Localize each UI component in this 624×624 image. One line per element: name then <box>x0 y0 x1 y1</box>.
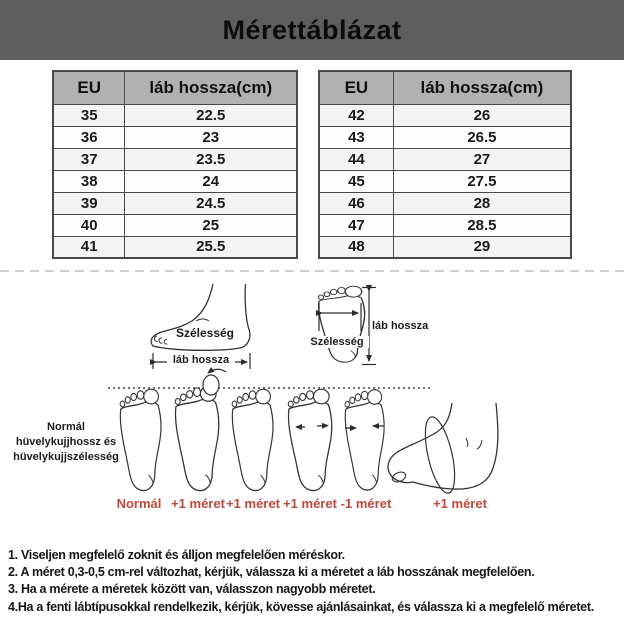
table-cell: 38 <box>53 170 125 192</box>
table-cell: 39 <box>53 192 125 214</box>
table-row <box>319 148 571 170</box>
table-cell: 25 <box>125 214 297 236</box>
table-header-row <box>319 71 571 104</box>
table-header-row <box>53 71 297 104</box>
column-header-eu: EU <box>53 71 125 104</box>
page-title: Mérettáblázat <box>222 14 402 45</box>
table-cell: 40 <box>53 214 125 236</box>
instruction-line: 4.Ha a fenti lábtípusokkal rendelkezik, kérjük, kövesse ajánlásainkat, és válassza ki a megfelelő méretet. <box>8 599 594 614</box>
table-cell: 26.5 <box>393 126 571 148</box>
table-cell: 48 <box>319 236 393 258</box>
table-row <box>53 126 297 148</box>
foot-size-label-plus1: +1 méret <box>433 496 487 511</box>
foot-size-label-plus1: +1 méret <box>226 496 280 511</box>
column-header-footlength: láb hossza(cm) <box>125 71 297 104</box>
table-cell: 36 <box>53 126 125 148</box>
table-cell: 23.5 <box>125 148 297 170</box>
table-row <box>319 214 571 236</box>
table-cell: 23 <box>125 126 297 148</box>
title-bar <box>0 0 624 60</box>
table-cell: 45 <box>319 170 393 192</box>
table-row <box>319 236 571 258</box>
foot-long-big-toe <box>175 369 226 490</box>
size-table-left <box>52 70 298 259</box>
table-row <box>53 148 297 170</box>
table-cell: 24.5 <box>125 192 297 214</box>
instruction-line: 1. Viseljen megfelelő zoknit és álljon megfelelően méréskor. <box>8 548 345 562</box>
foot-size-label-normal: Normál <box>116 496 162 511</box>
side-foot-width-label: Szélesség <box>175 326 235 340</box>
side-foot-length-label: láb hossza <box>167 354 235 366</box>
footprint-length-label: láb hossza <box>372 320 429 332</box>
foot-round-big-toe <box>232 389 273 490</box>
instruction-line: 3. Ha a mérete a méretek között van, válasszon nagyobb méretet. <box>8 582 376 597</box>
table-row <box>319 192 571 214</box>
foot-size-label-plus1: +1 méret <box>283 496 337 511</box>
table-cell: 29 <box>393 236 571 258</box>
table-row <box>319 104 571 126</box>
foot-high-instep <box>388 403 498 496</box>
table-cell: 26 <box>393 104 571 126</box>
side-foot-illustration <box>151 284 250 350</box>
toe-note-line: hüvelykujjszélesség <box>13 451 119 463</box>
table-row <box>319 126 571 148</box>
table-cell: 25.5 <box>125 236 297 258</box>
table-cell: 47 <box>319 214 393 236</box>
foot-narrow <box>345 390 384 490</box>
table-cell: 43 <box>319 126 393 148</box>
table-row <box>53 104 297 126</box>
toe-note-line: Normál <box>47 421 85 433</box>
footprint-illustration <box>318 286 364 362</box>
feet-measurement-diagram <box>0 270 624 530</box>
instruction-line: 2. A méret 0,3-0,5 cm-rel változhat, kérjük, válassza ki a méretet a láb hosszának megfelelően. <box>8 565 535 580</box>
table-cell: 35 <box>53 104 125 126</box>
table-cell: 44 <box>319 148 393 170</box>
toe-note <box>0 420 132 465</box>
table-cell: 24 <box>125 170 297 192</box>
footprint-width-label: Szélesség <box>305 336 369 348</box>
table-cell: 41 <box>53 236 125 258</box>
table-cell: 42 <box>319 104 393 126</box>
foot-wide <box>288 389 332 490</box>
column-header-footlength: láb hossza(cm) <box>393 71 571 104</box>
table-row <box>53 192 297 214</box>
column-header-eu: EU <box>319 71 393 104</box>
foot-size-label-minus1: -1 méret <box>340 496 392 511</box>
table-cell: 28 <box>393 192 571 214</box>
instructions <box>8 547 620 616</box>
table-cell: 28.5 <box>393 214 571 236</box>
table-row <box>319 170 571 192</box>
table-cell: 27.5 <box>393 170 571 192</box>
toe-note-line: hüvelykujjhossz és <box>15 436 117 448</box>
table-row <box>53 170 297 192</box>
table-row <box>53 214 297 236</box>
foot-size-label-plus1: +1 méret <box>171 496 225 511</box>
table-cell: 27 <box>393 148 571 170</box>
table-cell: 22.5 <box>125 104 297 126</box>
table-row <box>53 236 297 258</box>
table-cell: 46 <box>319 192 393 214</box>
table-cell: 37 <box>53 148 125 170</box>
size-table-right <box>318 70 572 259</box>
